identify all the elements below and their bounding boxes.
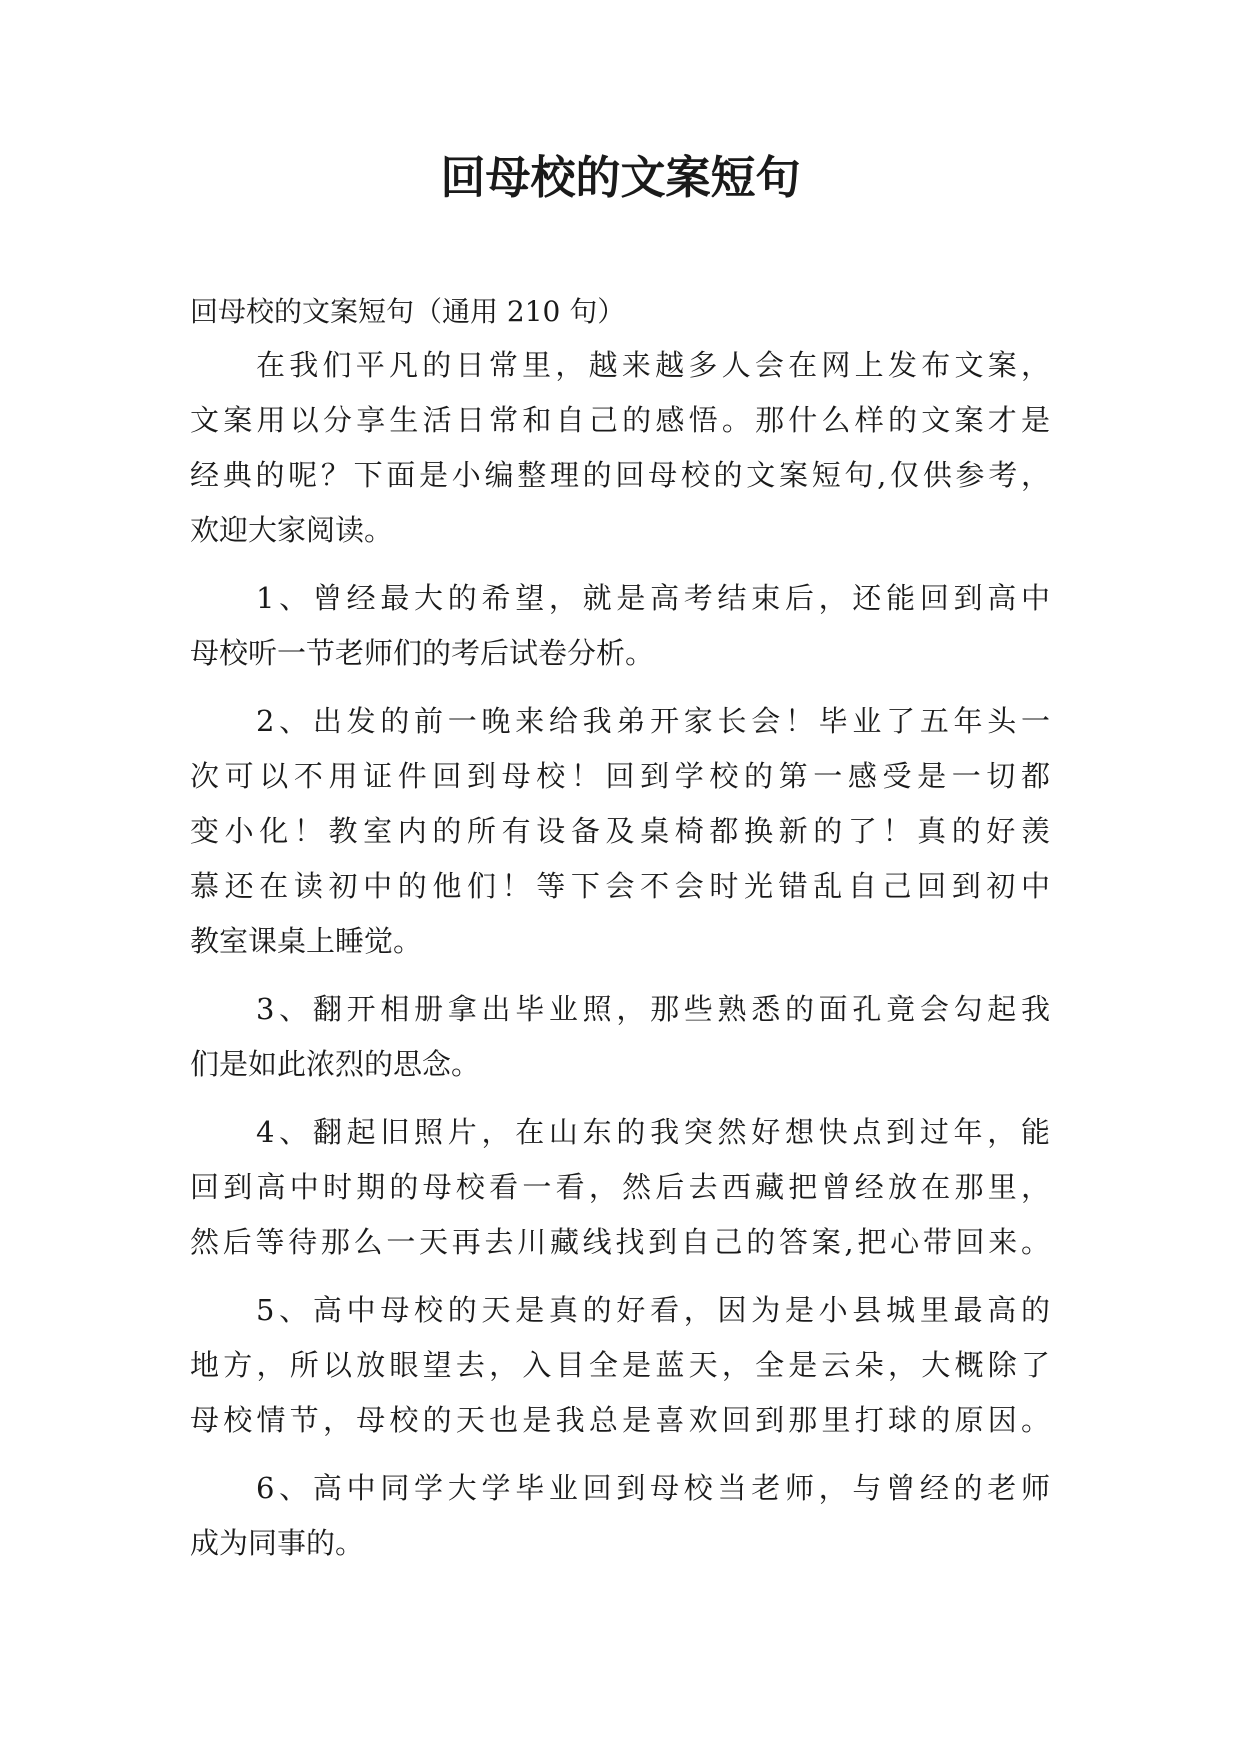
item-line: 4、翻起旧照片，在山东的我突然好想快点到过年，能 — [256, 1115, 1050, 1149]
item-line: 母校听一节老师们的考后试卷分析。 — [190, 636, 655, 670]
item-line: 回到高中时期的母校看一看，然后去西藏把曾经放在那里， — [190, 1170, 1050, 1204]
item-line: 母校情节，母校的天也是我总是喜欢回到那里打球的原因。 — [190, 1403, 1050, 1437]
intro-line: 在我们平凡的日常里，越来越多人会在网上发布文案， — [256, 348, 1050, 382]
item-line: 变小化！教室内的所有设备及桌椅都换新的了！真的好羡 — [190, 814, 1050, 848]
item-line: 成为同事的。 — [190, 1526, 365, 1560]
item-line: 教室课桌上睡觉。 — [190, 924, 423, 958]
item-line: 地方，所以放眼望去，入目全是蓝天，全是云朵，大概除了 — [190, 1348, 1050, 1382]
item-line: 1、曾经最大的希望，就是高考结束后，还能回到高中 — [256, 581, 1050, 615]
item-line: 慕还在读初中的他们！等下会不会时光错乱自己回到初中 — [190, 869, 1050, 903]
intro-line: 经典的呢？下面是小编整理的回母校的文案短句,仅供参考， — [190, 458, 1050, 492]
item-line: 6、高中同学大学毕业回到母校当老师，与曾经的老师 — [256, 1471, 1050, 1505]
item-line: 次可以不用证件回到母校！回到学校的第一感受是一切都 — [190, 759, 1050, 793]
document-title: 回母校的文案短句 — [440, 151, 801, 204]
item-line: 5、高中母校的天是真的好看，因为是小县城里最高的 — [256, 1293, 1050, 1327]
item-line: 3、翻开相册拿出毕业照，那些熟悉的面孔竟会勾起我 — [256, 992, 1050, 1026]
item-line: 们是如此浓烈的思念。 — [190, 1047, 481, 1081]
item-line: 2、出发的前一晚来给我弟开家长会！毕业了五年头一 — [256, 704, 1050, 738]
document-subtitle: 回母校的文案短句（通用 210 句） — [190, 295, 626, 328]
intro-line: 欢迎大家阅读。 — [190, 513, 394, 547]
item-line: 然后等待那么一天再去川藏线找到自己的答案,把心带回来。 — [190, 1225, 1050, 1259]
intro-line: 文案用以分享生活日常和自己的感悟。那什么样的文案才是 — [190, 403, 1050, 437]
